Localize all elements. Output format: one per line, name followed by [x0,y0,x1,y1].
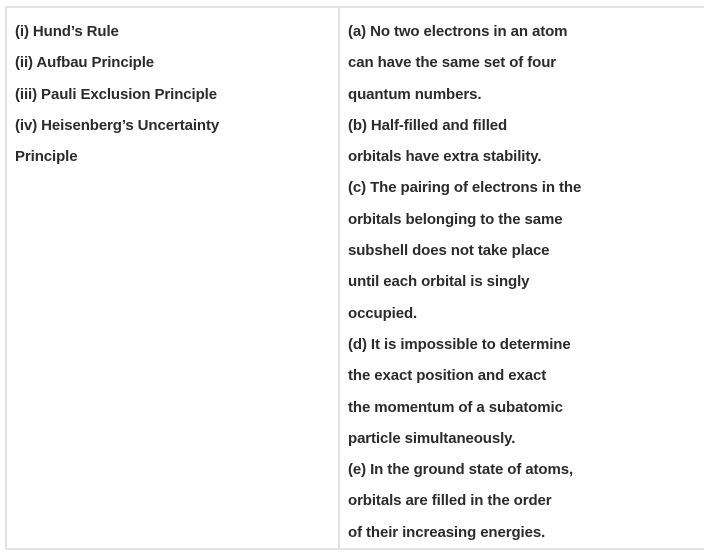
matching-table [5,6,704,550]
description-line: (b) Half-filled and filled [348,116,508,134]
description-line: the exact position and exact [348,367,547,385]
descriptions-column [339,7,704,549]
description-line: (c) The pairing of electrons in the [348,179,582,197]
description-line: (e) In the ground state of atoms, [348,461,574,479]
description-line: the momentum of a subatomic [348,398,563,416]
description-line: of their increasing energies. [348,523,546,541]
principle-line: (ii) Aufbau Principle [15,54,155,72]
description-line: (a) No two electrons in an atom [348,23,568,40]
principle-line: (i) Hund’s Rule [15,23,119,40]
description-line: (d) It is impossible to determine [348,335,571,353]
description-line: orbitals belonging to the same [348,210,563,228]
description-line: can have the same set of four [348,54,557,72]
description-line: occupied. [348,304,418,322]
description-line: orbitals are filled in the order [348,492,552,510]
principle-line: (iv) Heisenberg’s Uncertainty [15,116,220,134]
description-line: quantum numbers. [348,85,482,103]
description-line: subshell does not take place [348,242,550,260]
principles-column [6,7,339,549]
description-line: particle simultaneously. [348,429,516,447]
principle-line: (iii) Pauli Exclusion Principle [15,85,217,103]
description-line: until each orbital is singly [348,273,530,291]
principle-line: Principle [15,148,78,166]
description-line: orbitals have extra stability. [348,148,542,166]
table-row [6,7,704,549]
